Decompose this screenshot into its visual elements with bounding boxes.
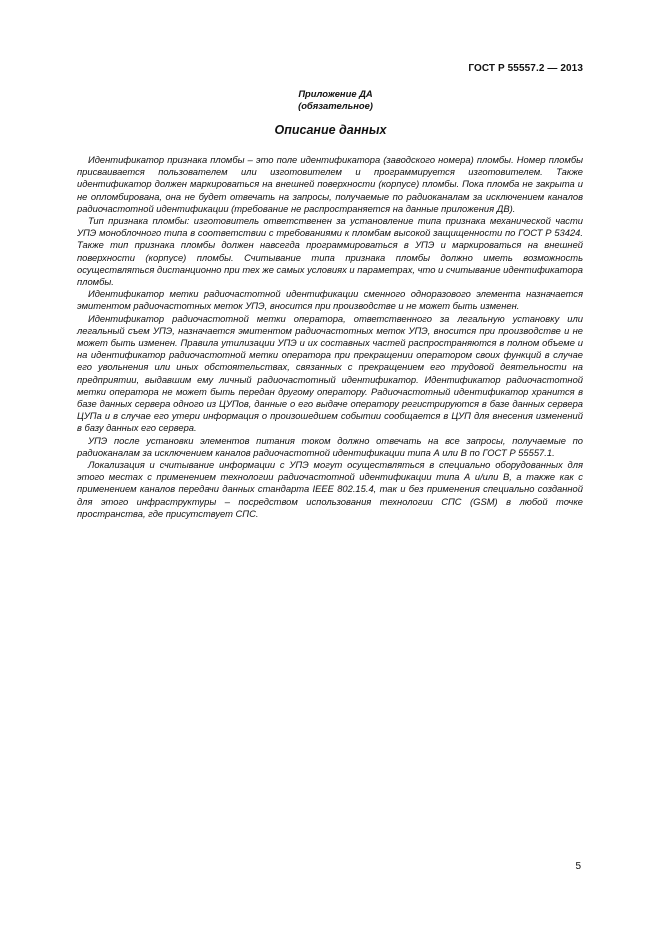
appendix-status: (обязательное) [298,99,373,111]
paragraph: Локализация и считывание информации с УПЭ могут осуществляться в специально оборудованных для этого местах с применением технологии радиочастотной идентификации типа А и/или В, а также как с применением каналов передачи данных стандарта IEEE 802.15.4, так и без применения специально созданной для этого инфраструктуры – посредством использования технологии СПС (GSM) в любой точке пространства, где присутствует СПС. [77,459,583,519]
paragraph: Идентификатор признака пломбы – это поле идентификатора (заводского номера) пломбы. Номер пломбы присваивается пользователем или изготовителем и программируется изготовителем. Также идентификатор должен маркироваться на внешней поверхности (корпусе) пломбы. Пока пломба не закрыта и не опломбирована, она не будет отвечать на запросы, получаемые по радиоканалам за исключением каналов радиочастотной идентификации (требование не распространяется на данные приложения ДВ). [77,154,583,214]
body-text [77,154,583,520]
page-number: 5 [575,861,581,872]
appendix-heading [0,88,661,111]
section-title: Описание данных [274,123,387,137]
paragraph: Идентификатор метки радиочастотной идентификации сменного одноразового элемента назначается эмитентом радиочастотных меток УПЭ, вносится при производстве и не может быть изменен. [77,288,583,312]
paragraph: Идентификатор радиочастотной метки оператора, ответственного за легальную установку или легальный съем УПЭ, назначается эмитентом радиочастотных меток УПЭ, вносится при производстве и не может быть изменен. Правила утилизации УПЭ и их составных частей распространяются в полном объеме и на идентификатор радиочастотной метки оператора при прекращении оператором своих функций в случае его увольнения или иных обстоятельствах, связанных с прекращением его трудовой деятельности на предприятии, выдавшим ему личный радиочастотный идентификатор. Идентификатор радиочастотной метки оператора не может быть передан другому оператору. Радиочастотный идентификатор хранится в базе данных сервера одного из ЦУПов, данные о его выдаче оператору регистрируются в базе данных сервера ЦУПа и в случае его утери информация о произошедшем событии сообщается в ЦУП для внесения изменений в базу данных его сервера. [77,312,583,434]
paragraph: УПЭ после установки элементов питания током должно отвечать на все запросы, получаемые по радиоканалам за исключением каналов радиочастотной идентификации типа А или В по ГОСТ Р 55557.1. [77,434,583,458]
paragraph: Тип признака пломбы: изготовитель ответственен за установление типа признака механической части УПЭ моноблочного типа в соответствии с требованиями к пломбам высокой защищенности по ГОСТ Р 53424. Также тип признака пломбы должен навсегда программироваться в УПЭ и маркироваться на внешней поверхности (корпусе) пломбы. Считывание типа признака пломбы должно иметь возможность осуществляться дистанционно при тех же самых условиях и параметрах, что и считывание идентификатора пломбы. [77,215,583,288]
standard-number: ГОСТ Р 55557.2 — 2013 [468,63,583,74]
appendix-label: Приложение ДА [298,88,373,99]
